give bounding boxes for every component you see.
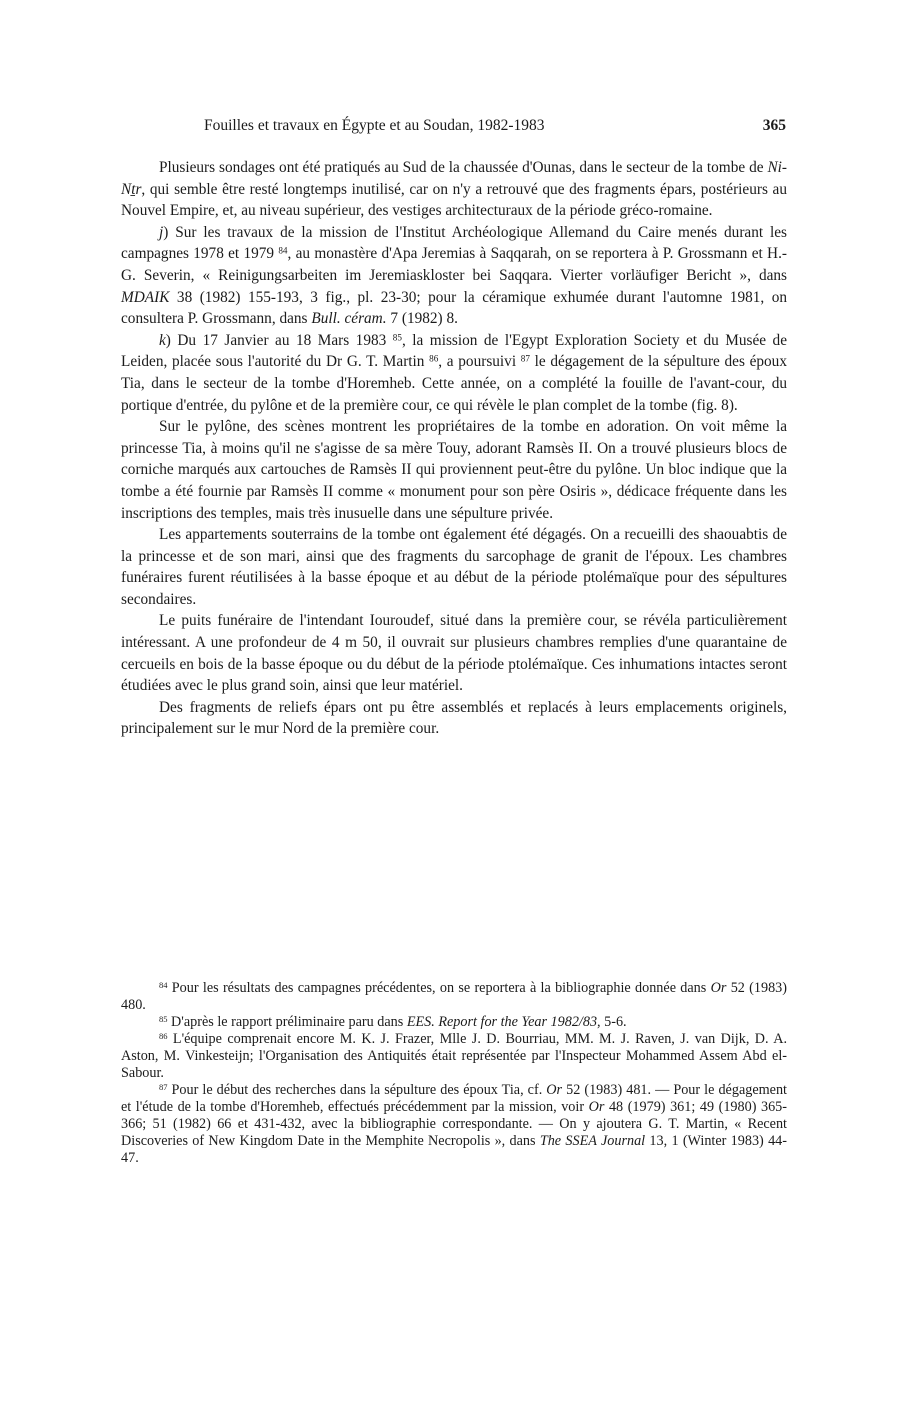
footnote: $^{86}$ L'équipe comprenait encore M. K. J. Frazer, Mlle J. D. Bourriau, MM. M. J. Raven, J. van Dijk, D. A. Aston, M. Vinkesteijn; l'Organisation des Antiquités était représentée par l'Inspecteur Mohammed Assem Abd el-Sabour. — [121, 1030, 787, 1081]
paragraph: Les appartements souterrains de la tombe ont également été dégagés. On a recueilli des shaouabtis de la princesse et de son mari, ainsi que des fragments du sarcophage de granit de l'époux. Les chambres funéraires furent réutilisées à la basse époque et au début de la période ptolémaïque pour des sépultures secondaires. — [121, 526, 787, 608]
page-number: 365 — [762, 117, 786, 134]
paragraph: k) Du 17 Janvier au 18 Mars 1983 $^{85}$, la mission de l'Egypt Exploration Society et du Musée de Leiden, placée sous l'autorité du Dr G. T. Martin $^{86}$, a poursuivi $^{87}$ le dégagement de la sépulture des époux Tia, dans le secteur de la tombe d'Horemheb. Cette année, on a complété la fouille de l'avant-cour, du portique d'entrée, du pylône et de la première cour, ce qui révèle le plan complet de la tombe (fig. 8). — [121, 331, 787, 414]
footnote-number: 85 — [159, 1013, 168, 1024]
footnote: $^{87}$ Pour le début des recherches dans la sépulture des époux Tia, cf. Or 52 (1983) 481. — Pour le dégagement et l'étude de la tombe d'Horemheb, effectués précédemment par la mission, voir Or 48 (1979) 361; 49 (1980) 365-366; 51 (1982) 66 et 431-432, avec la bibliographie correspondante. — On y ajoutera G. T. Martin, « Recent Discoveries of New Kingdom Date in the Memphite Necropolis », dans The SSEA Journal 13, 1 (Winter 1983) 44-47. — [121, 1081, 787, 1166]
paragraph: Sur le pylône, des scènes montrent les propriétaires de la tombe en adoration. On voit même la princesse Tia, à moins qu'il ne s'agisse de sa mère Touy, adorant Ramsès II. On a trouvé plusieurs blocs de corniche marqués aux cartouches de Ramsès II qui proviennent peut-être du pylône. Un bloc indique que la tombe a été fournie par Ramsès II comme « monument pour son père Osiris », dédicace fréquente dans les inscriptions des temples, mais très inusuelle dans une sépulture privée. — [121, 418, 787, 522]
footnote: $^{85}$ D'après le rapport préliminaire paru dans EES. Report for the Year 1982/83, 5-6. — [159, 1013, 627, 1030]
paragraph: j) Sur les travaux de la mission de l'Institut Archéologique Allemand du Caire menés durant les campagnes 1978 et 1979 $^{84}$, au monastère d'Apa Jeremias à Saqqarah, on se reportera à P. Grossmann et H.-G. Severin, « Reinigungsarbeiten im Jeremiaskloster bei Saqqara. Vierter vorläufiger Bericht », dans MDAIK 38 (1982) 155-193, 3 fig., pl. 23-30; pour la céramique exhumée durant l'automne 1981, on consultera P. Grossmann, dans Bull. céram. 7 (1982) 8. — [121, 223, 787, 328]
footnote-ref: 87 — [520, 353, 530, 364]
paragraph: Plusieurs sondages ont été pratiqués au Sud de la chaussée d'Ounas, dans le secteur de la tombe de Ni-Nṯr, qui semble être resté longtemps inutilisé, car on n'y a retrouvé que des fragments épars, postérieurs au Nouvel Empire, et, au niveau supérieur, des vestiges architecturaux de la période gréco-romaine. — [121, 159, 787, 220]
footnote-ref: 84 — [278, 245, 288, 256]
journal-title: Bull. céram. — [311, 310, 387, 328]
running-header — [204, 117, 786, 139]
section-letter: k — [159, 331, 166, 349]
footnote-number: 87 — [159, 1081, 168, 1092]
paragraph: Le puits funéraire de l'intendant Iouroudef, situé dans la première cour, se révéla particulièrement intéressant. A une profondeur de 4 m 50, il ouvrait sur plusieurs chambres remplies d'une quarantaine de cercueils en bois de la basse époque ou du début de la période ptolémaïque. Ces inhumations intactes seront étudiées avec le plus grand soin, ainsi que leur matériel. — [121, 612, 787, 695]
journal-title: Or — [710, 980, 727, 996]
journal-title: MDAIK — [121, 288, 170, 306]
footnote-ref: 86 — [429, 353, 439, 364]
journal-title: Or — [546, 1082, 563, 1098]
footnote-number: 84 — [159, 979, 168, 990]
footnote-number: 86 — [159, 1030, 168, 1041]
italic-term: Ni-Nṯr — [121, 159, 787, 198]
journal-title: EES. Report for the Year 1982/83 — [406, 1014, 598, 1030]
footnote: $^{84}$ Pour les résultats des campagnes précédentes, on se reportera à la bibliographie donnée dans Or 52 (1983) 480. — [121, 979, 787, 1013]
main-text — [121, 157, 787, 740]
paragraph: Des fragments de reliefs épars ont pu être assemblés et replacés à leurs emplacements originels, principalement sur le mur Nord de la première cour. — [121, 698, 787, 738]
journal-title: The SSEA Journal — [539, 1133, 646, 1149]
running-title: Fouilles et travaux en Égypte et au Soudan, 1982-1983 — [204, 117, 545, 134]
journal-title: Or — [588, 1099, 605, 1115]
section-letter: j — [159, 223, 164, 241]
footnote-ref: 85 — [392, 332, 402, 343]
footnotes — [121, 980, 787, 1167]
